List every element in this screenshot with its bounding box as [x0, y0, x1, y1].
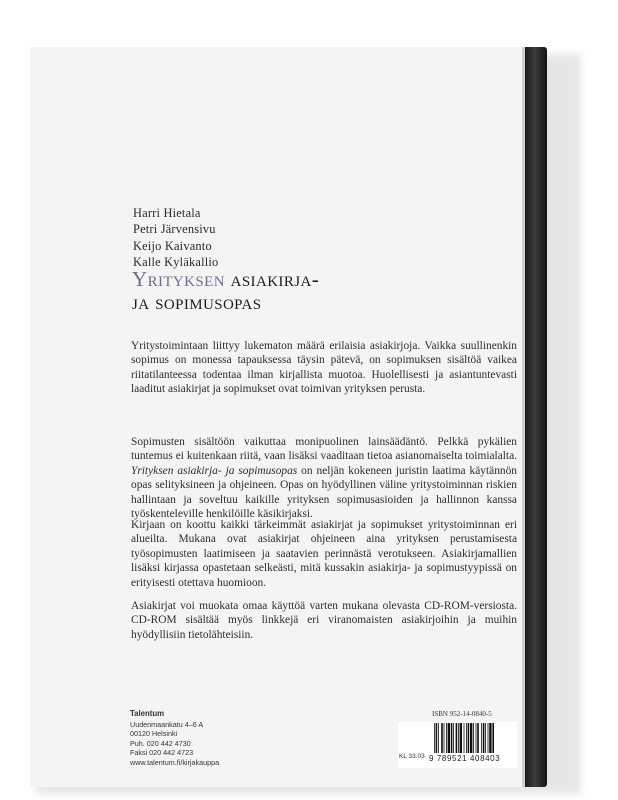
barcode-stripe [485, 723, 486, 753]
publisher-phone: Puh. 020 442 4730 [130, 738, 191, 748]
book-back-cover [30, 47, 542, 787]
blurb-paragraph-3: Kirjaan on koottu kaikki tärkeimmät asiakirjat ja sopimukset yritystoiminnan eri alueilta. Mukana ovat asiakirjat ohjeineen aina yrityksen perustamisesta työsopimusten laatimiseen ja saatavien perinnästä verotukseen. Asiakirjamallien lisäksi kirjassa opastetaan selkeästi, mitä kussakin asiakirja- ja sopimustyypissä on erityisesti otettava huomioon. [131, 519, 517, 589]
barcode-stripe [489, 723, 491, 753]
barcode-stripe [451, 723, 453, 753]
barcode-stripe [476, 723, 477, 753]
barcode-stripe [434, 723, 435, 753]
barcode-stripe [453, 723, 454, 753]
blurb-paragraph-4: Asiakirjat voi muokata omaa käyttöä varten mukana olevasta CD-ROM-versiosta. CD-ROM sisältää myös linkkejä eri viranomaisten asiakirjoihin ja muihin hyödyllisiin tietolähteisiin. [131, 600, 517, 641]
publisher-name: Talentum [130, 709, 165, 718]
barcode-stripe [481, 723, 482, 753]
p2-text-a: Sopimusten sisältöön vaikuttaa monipuolinen lainsäädäntö. Pelkkä pykälien tuntemus ei kuitenkaan riitä, vaan lisäksi vaaditaan tietoa asianomaiselta toimialalta. [131, 436, 517, 463]
title-line1-rest: asiakirja- [224, 267, 320, 291]
barcode-stripe [470, 723, 472, 753]
author-name: Petri Järvensivu [133, 222, 216, 237]
p2-title-italic: Yrityksen asiakirja- ja sopimusopas [131, 464, 298, 477]
barcode-number: 9 789521 408403 [429, 754, 501, 763]
barcode-stripe [483, 723, 485, 753]
publisher-web: www.talentum.fi/kirjakauppa [130, 757, 220, 767]
barcode-stripe [436, 723, 438, 753]
barcode-stripe [477, 723, 479, 753]
author-name: Kalle Kyläkallio [133, 254, 219, 269]
barcode-stripe [492, 723, 494, 753]
title-line2: ja sopimusopas [132, 290, 262, 314]
classification-code: KL 33.03 [399, 753, 425, 760]
blurb-paragraph-1: Yritystoimintaan liittyy lukematon määrä erilaisia asiakirjoja. Vaikka suullinenkin sopimus on monessa tapauksessa täysin pätevä, on sopimuksen sisältöä vaikea riitatilanteessa todentaa ilman kirjallista muotoa. Huolellisesti ja asiantuntevasti laaditut asiakirjat ja sopimukset ovat toimivan yrityksen perusta. [131, 340, 517, 396]
barcode-stripe [468, 723, 470, 753]
barcode-stripe [444, 723, 445, 753]
p2-text-b: on neljän kokeneen juristin laatima käytännön opas selityksineen ja ohjeineen. Opas on hyödyllinen väline yritystoiminnan riskien hallintaan ja soveltuu kaikille yrityksen sopimusasioiden ja hallinnon kanssa työskenteleville henkilöille käsikirjaksi. [131, 464, 517, 521]
blurb-paragraph-2 [131, 435, 517, 522]
barcode-stripe [456, 723, 458, 753]
book-title [132, 268, 319, 314]
barcode-stripe [448, 723, 450, 753]
publisher-city: 00120 Helsinki [130, 729, 178, 739]
isbn-text: ISBN 952-14-0840-5 [432, 710, 492, 718]
barcode-stripe [464, 723, 465, 753]
title-accent: Yrityksen [132, 267, 225, 291]
author-list [133, 205, 218, 270]
author-name: Keijo Kaivanto [133, 238, 212, 253]
barcode-stripe [466, 723, 467, 753]
publisher-info [130, 709, 219, 768]
book-spine [525, 47, 547, 787]
barcode-stripe [438, 723, 439, 753]
publisher-fax: Faksi 020 442 4723 [130, 748, 194, 758]
barcode-stripe [488, 723, 489, 753]
barcode-icon [434, 723, 516, 753]
publisher-address: Uudenmaankatu 4–6 A [130, 719, 204, 729]
barcode-stripe [446, 723, 447, 753]
barcode-stripe [441, 723, 443, 753]
author-name: Harri Hietala [133, 206, 201, 220]
barcode-stripe [473, 723, 474, 753]
barcode-stripe [460, 723, 462, 753]
barcode-stripe [458, 723, 459, 753]
